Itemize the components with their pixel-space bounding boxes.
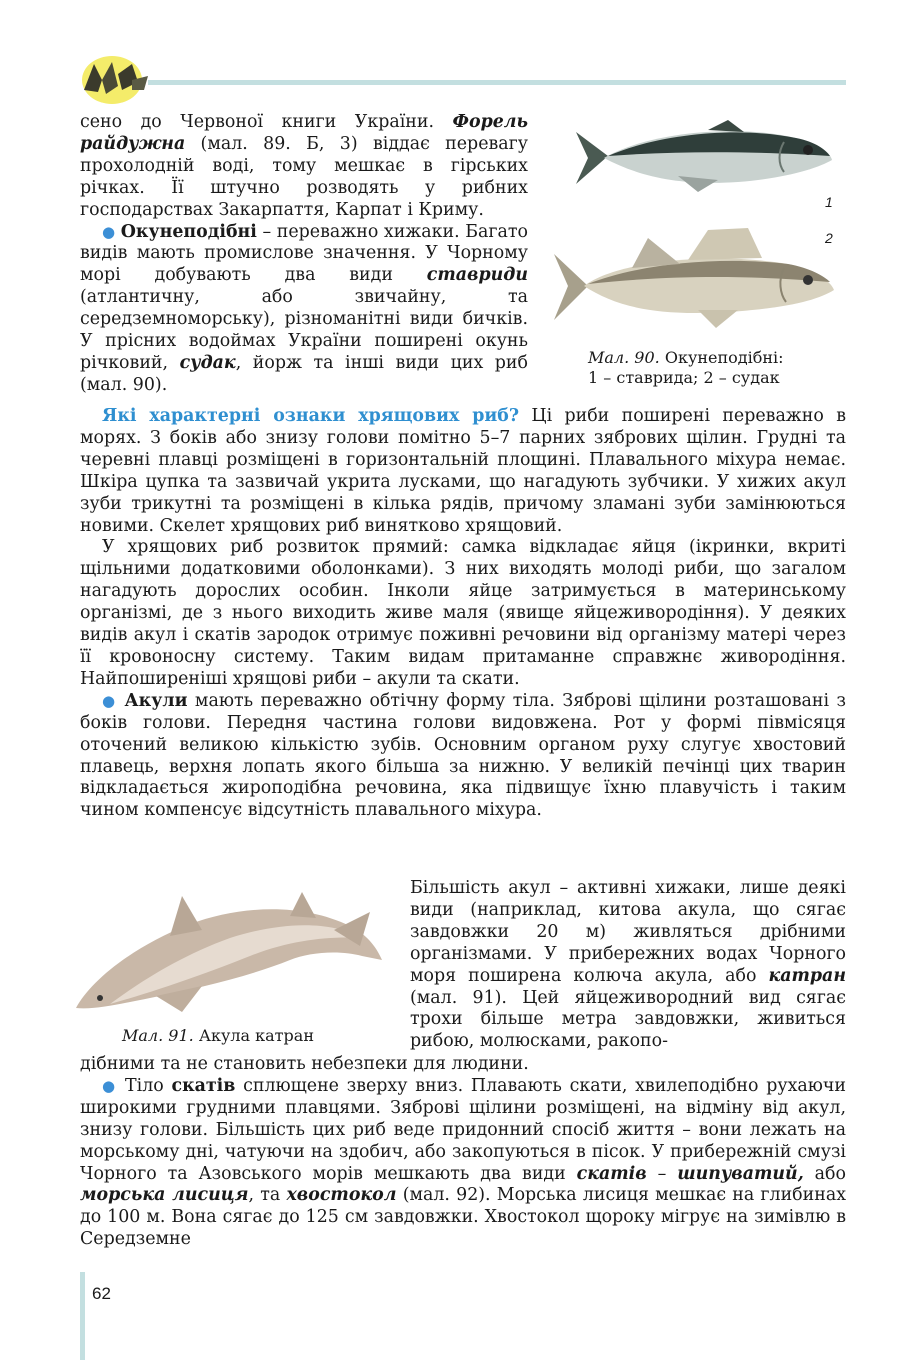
fish-zander-illustration	[548, 224, 838, 334]
paragraph-trout: сено до Червоної книги України. Форель райдужна (мал. 89. Б, 3) віддає перевагу прохолодній воді, тому мешкає в гірських річках. Її штучно розводять у рибних господарствах Закарпаття, Карпат і Криму.	[80, 112, 528, 220]
bullet-icon: ●	[102, 1076, 118, 1095]
fish-horse-mackerel-illustration	[568, 112, 838, 202]
text-block-middle	[80, 406, 846, 822]
paragraph-development: У хрящових риб розвиток прямий: самка відкладає яйця (ікринки, вкриті щільними додатковими оболонками). З них виходять молоді риби, що загалом нагадують дорослих особин. Інколи яйце затримується в материнському організмі, де з нього виходить живе маля (явище яйцеживородіння). У деяких видів акул і скатів зародок отримує поживні речовини від організму матері через її кровоносну систему. Таким видам притаманне справжнє живородіння. Найпоширеніші хрящові риби – акули та скати.	[80, 537, 846, 689]
text-block-top	[80, 112, 528, 397]
page-number: 62	[92, 1284, 111, 1303]
paragraph-shark-end: дібними та не становить небезпеки для людини.	[80, 1054, 529, 1074]
header-rule	[148, 80, 846, 85]
page-side-rule	[80, 1272, 85, 1360]
figure-90-caption: Мал. 90. Окунеподібні: 1 – ставрида; 2 – судак	[588, 348, 784, 387]
paragraph-sharks: ● Акули мають переважно обтічну форму тіла. Зяброві щілини розташовані з боків голови. Передня частина голови видовжена. Рот у формі півмісяця оточений великою кількістю зубів. Основним органом руху слугує хвостовий плавець, верхня лопать якого більша за нижню. У великій печінці цих тварин відкладається жироподібна речовина, яка підвищує їхню плавучість і таким чином компенсує відсутність плавального міхура.	[80, 690, 846, 821]
figure-label-2: 2	[825, 230, 833, 246]
text-block-shark-side	[410, 878, 846, 1053]
shark-katran-illustration	[70, 886, 390, 1016]
paragraph-rays: ● Тіло скатів сплющене зверху вниз. Плавають скати, хвилеподібно рухаючи широкими грудними плавцями. Зяброві щілини розміщені, на відміну від акул, знизу голови. Більшість цих риб веде придонний спосіб життя – вони лежать на морському дні, чатуючи на здобич, або закопуються в пісок. У прибережній смузі Чорного та Азовського морів мешкають два види скатів – шипуватий, або морська лисиця, та хвостокол (мал. 92). Морська лисиця мешкає на глибинах до 100 м. Вона сягає до 125 см завдовжки. Хвостокол щороку мігрує на зимівлю в Середземне	[80, 1075, 847, 1250]
text-block-bottom	[80, 1054, 846, 1251]
paragraph-perciformes: ● Окунеподібні – переважно хижаки. Багато видів мають промислове значення. У Чорному морі добувають два види ставриди (атлантичну, або звичайну, та середземноморську), різноманітні види бичків. У прісних водоймах України поширені окунь річковий, судак, йорж та інші види цих риб (мал. 90).	[80, 221, 528, 395]
bullet-icon: ●	[102, 222, 116, 241]
butterfly-logo-icon	[72, 50, 152, 106]
figure-91-caption: Мал. 91. Акула катран	[122, 1026, 314, 1045]
paragraph-shark-diet: Більшість акул – активні хижаки, лише деякі види (наприклад, китова акула, що сягає завдовжки 20 м) живляться дрібними організмами. У прибережних водах Чорного моря поширена колюча акула, або катран (мал. 91). Цей яйцеживородний вид сягає трохи більше метра завдовжки, живиться рибою, молюсками, ракопо-	[410, 878, 846, 1052]
bullet-icon: ●	[102, 691, 118, 710]
paragraph-cartilaginous: Які характерні ознаки хрящових риб? Ці риби поширені переважно в морях. З боків або знизу голови помітно 5–7 парних зябрових щілин. Грудні та черевні плавці розміщені в горизонтальній площині. Плавального міхура немає. Шкіра цупка та зазвичай укрита лусками, що нагадують зубчики. У хижих акул зуби трикутні та розміщені в кілька рядів, причому зламані зуби замінюються новими. Скелет хрящових риб винятково хрящовий.	[80, 406, 846, 536]
figure-label-1: 1	[825, 194, 833, 210]
